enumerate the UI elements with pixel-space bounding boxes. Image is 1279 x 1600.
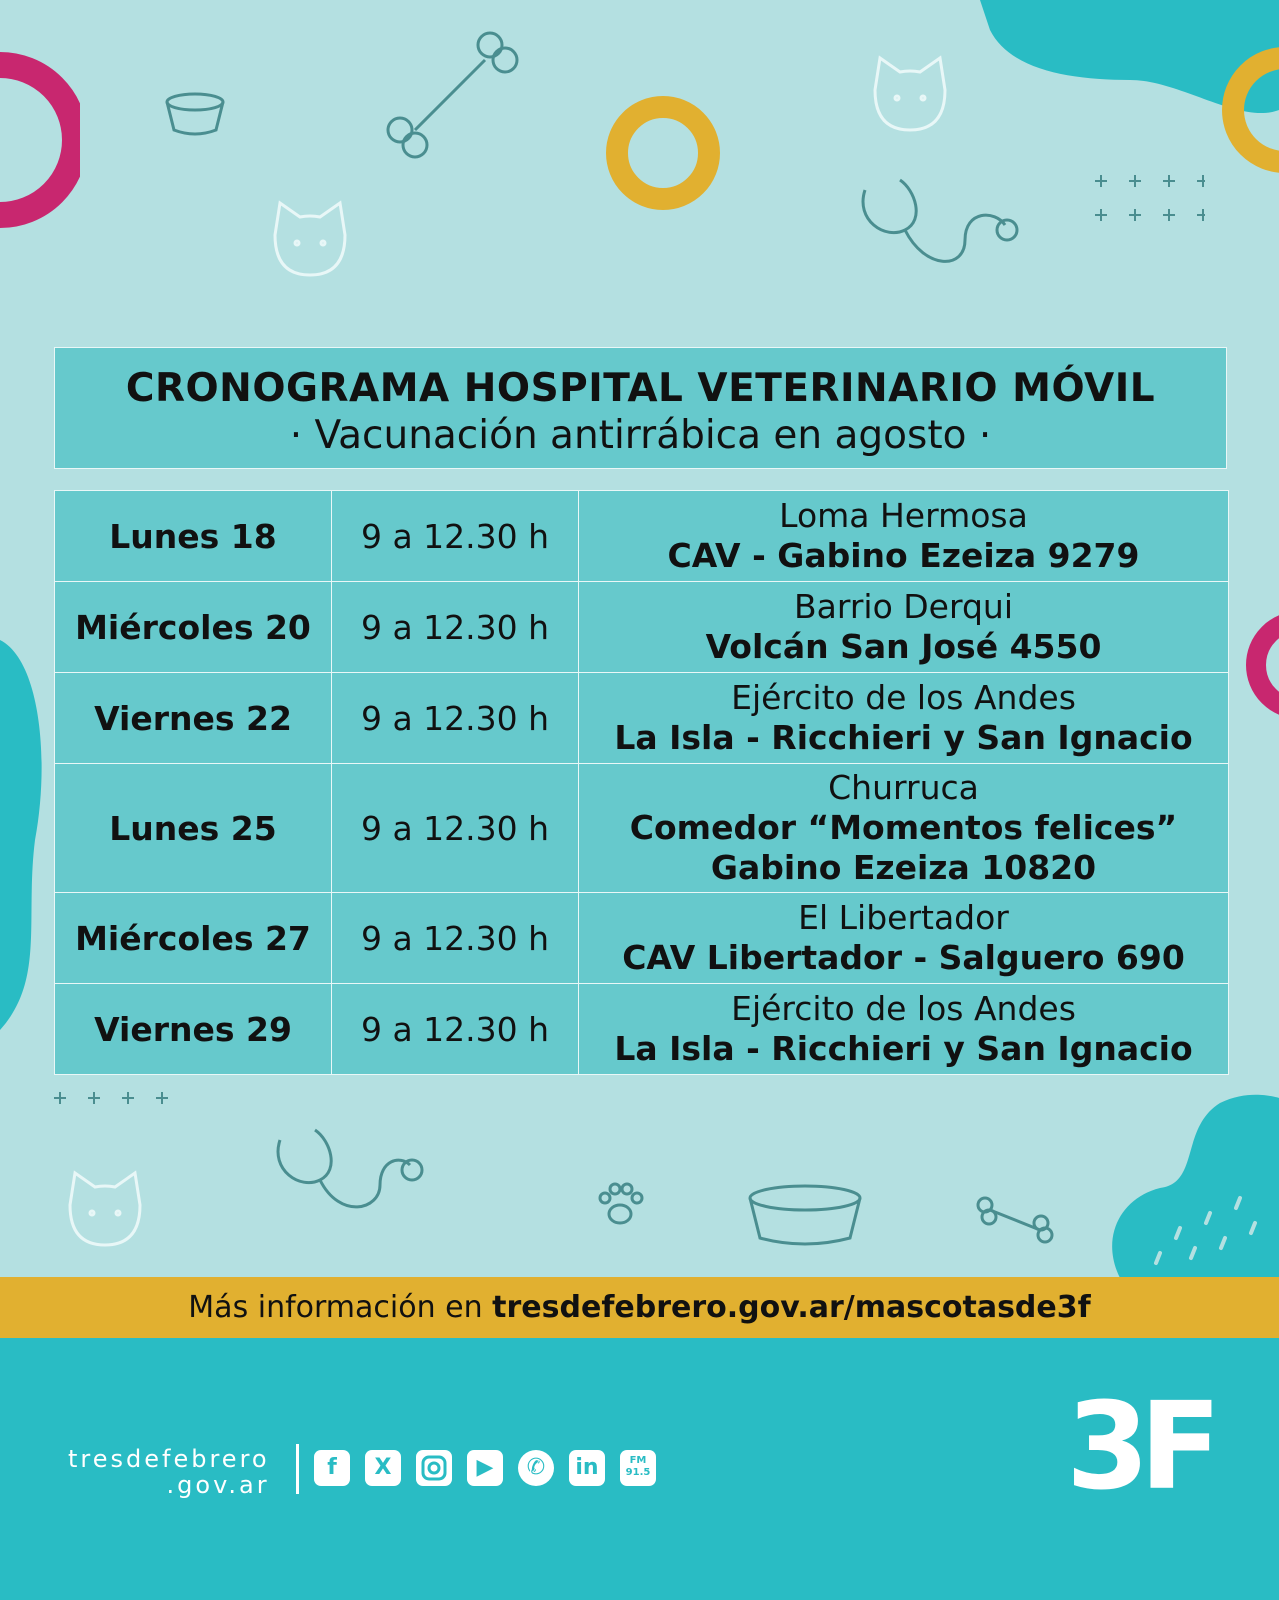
yellow-ring-top (603, 93, 723, 213)
time-cell: 9 a 12.30 h (332, 673, 579, 764)
teal-blob-bottom-right (1100, 1088, 1279, 1278)
location-area: Loma Hermosa (779, 496, 1028, 535)
stethoscope-icon (855, 170, 1025, 280)
more-info-link[interactable]: tresdefebrero.gov.ar/mascotasde3f (492, 1290, 1091, 1325)
location-cell (579, 984, 1229, 1075)
day-cell: Viernes 29 (55, 984, 332, 1075)
location-address: La Isla - Ricchieri y San Ignacio (614, 1029, 1193, 1068)
location-area: Churruca (828, 768, 979, 807)
location-cell (579, 764, 1229, 893)
schedule-table (54, 490, 1229, 1075)
time-cell: 9 a 12.30 h (332, 893, 579, 984)
table-row (55, 582, 1229, 673)
table-row (55, 984, 1229, 1075)
paw-icon (595, 1180, 645, 1230)
linkedin-icon[interactable]: in (569, 1450, 605, 1486)
stethoscope-icon-2 (270, 1120, 430, 1220)
location-address: CAV - Gabino Ezeiza 9279 (667, 536, 1140, 575)
teal-blob-left (0, 640, 50, 1030)
3f-logo: 3F (1066, 1378, 1212, 1517)
location-address: Comedor “Momentos felices” (629, 808, 1178, 847)
location-area: Ejército de los Andes (731, 989, 1076, 1028)
bone-icon-2 (975, 1195, 1055, 1245)
magenta-ring-right (1240, 605, 1279, 725)
footer-site-line2: .gov.ar (166, 1471, 270, 1499)
table-row (55, 893, 1229, 984)
location-cell (579, 582, 1229, 673)
youtube-icon[interactable]: ▶ (467, 1450, 503, 1486)
radio-fm-frequency: 91.5 (625, 1467, 651, 1478)
footer-site-name[interactable] (68, 1446, 270, 1498)
time-cell: 9 a 12.30 h (332, 491, 579, 582)
location-address: CAV Libertador - Salguero 690 (622, 938, 1185, 977)
location-cell (579, 893, 1229, 984)
yellow-ring-right (1215, 40, 1279, 180)
instagram-icon[interactable] (416, 1450, 452, 1486)
location-cell (579, 673, 1229, 764)
footer (0, 1338, 1279, 1600)
magenta-ring-left (0, 40, 80, 240)
facebook-icon[interactable]: f (314, 1450, 350, 1486)
more-info-bar (0, 1277, 1279, 1338)
day-cell: Miércoles 20 (55, 582, 332, 673)
pet-bowl-icon-2 (160, 88, 230, 138)
page-title: CRONOGRAMA HOSPITAL VETERINARIO MÓVIL (125, 366, 1156, 411)
cat-face-icon-3 (60, 1165, 150, 1255)
bone-icon (380, 20, 530, 170)
footer-divider (296, 1444, 299, 1494)
more-info-prefix: Más información en (188, 1290, 483, 1325)
day-cell: Viernes 22 (55, 673, 332, 764)
location-cell (579, 491, 1229, 582)
location-area: El Libertador (798, 898, 1009, 937)
cat-face-icon (265, 195, 355, 285)
location-area: Ejército de los Andes (731, 678, 1076, 717)
location-address: Volcán San José 4550 (705, 627, 1102, 666)
location-address-line2: Gabino Ezeiza 10820 (710, 848, 1097, 887)
table-row (55, 673, 1229, 764)
cat-face-icon-2 (865, 50, 955, 140)
time-cell: 9 a 12.30 h (332, 764, 579, 893)
day-cell: Miércoles 27 (55, 893, 332, 984)
schedule-header (54, 347, 1227, 469)
table-row (55, 764, 1229, 893)
day-cell: Lunes 18 (55, 491, 332, 582)
pet-bowl-icon (740, 1180, 870, 1250)
x-icon[interactable]: X (365, 1450, 401, 1486)
day-cell: Lunes 25 (55, 764, 332, 893)
location-area: Barrio Derqui (794, 587, 1013, 626)
location-address: La Isla - Ricchieri y San Ignacio (614, 718, 1193, 757)
time-cell: 9 a 12.30 h (332, 984, 579, 1075)
time-cell: 9 a 12.30 h (332, 582, 579, 673)
table-row (55, 491, 1229, 582)
page-subtitle: · Vacunación antirrábica en agosto · (289, 413, 992, 458)
footer-site-line1: tresdefebrero (68, 1445, 270, 1473)
plus-grid-top-right-icon (1085, 170, 1205, 230)
whatsapp-icon[interactable]: ✆ (518, 1450, 554, 1486)
radio-fm-label: FM (629, 1455, 647, 1466)
radio-fm-icon[interactable] (620, 1450, 656, 1486)
